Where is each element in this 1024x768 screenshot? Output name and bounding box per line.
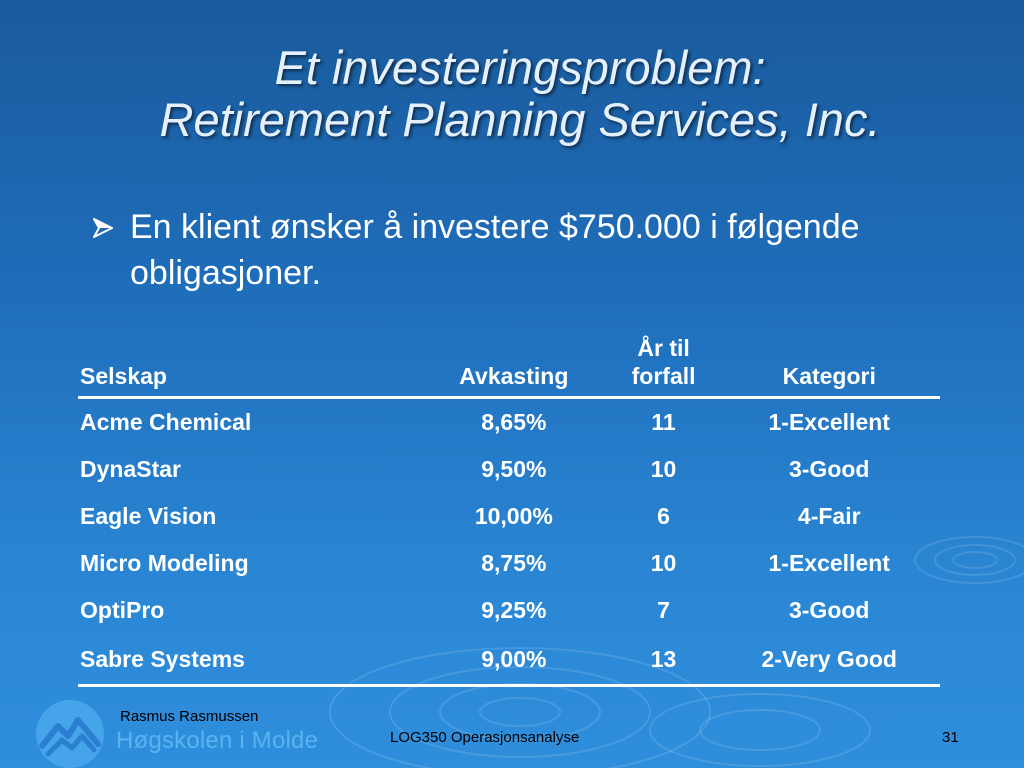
cell-category: 3-Good: [788, 597, 870, 623]
cell-company: Eagle Vision: [80, 503, 217, 529]
mountain-logo-icon: [34, 696, 106, 768]
footer-course: LOG350 Operasjonsanalyse: [390, 729, 580, 746]
page-number: 31: [942, 729, 959, 746]
cell-years: 10: [650, 456, 677, 482]
cell-category: 4-Fair: [797, 503, 861, 529]
cell-years: 11: [651, 409, 676, 435]
cell-category: 3-Good: [788, 456, 870, 482]
table-header-row: [78, 334, 940, 398]
cell-yield: 9,25%: [481, 597, 547, 623]
header-years: [609, 334, 719, 398]
cell-category: 2-Very Good: [718, 634, 940, 686]
cell-company: Micro Modeling: [80, 550, 249, 576]
bond-table: [78, 334, 940, 687]
cell-years: 13: [609, 634, 719, 686]
table-row: [78, 587, 940, 634]
title-line-2: Retirement Planning Services, Inc.: [159, 93, 881, 146]
footer-author: Rasmus Rasmussen: [120, 708, 259, 725]
slide-title: [30, 42, 1010, 146]
school-name: Høgskolen i Molde: [116, 727, 319, 754]
cell-yield: 10,00%: [474, 503, 553, 529]
header-company: Selskap: [78, 334, 419, 398]
table-row: [78, 540, 940, 587]
table-row: [78, 493, 940, 540]
cell-category: 1-Excellent: [768, 409, 890, 435]
cell-category: 1-Excellent: [768, 550, 890, 576]
cell-company: OptiPro: [80, 597, 165, 623]
table-row: [78, 446, 940, 493]
cell-company: DynaStar: [80, 456, 181, 482]
header-yield: Avkasting: [419, 334, 609, 398]
cell-yield: 8,75%: [481, 550, 547, 576]
cell-years: 10: [650, 550, 677, 576]
cell-company: Acme Chemical: [80, 409, 252, 435]
cell-yield: 9,50%: [481, 456, 547, 482]
cell-yield: 8,65%: [481, 409, 547, 435]
bullet-text: En klient ønsker å investere $750.000 i følgende obligasjoner.: [130, 208, 860, 292]
arrow-bullet-icon: [92, 218, 114, 238]
table-row: [78, 634, 940, 686]
bullet-item: [92, 204, 950, 296]
header-years-line-1: År til: [637, 335, 690, 361]
cell-company: Sabre Systems: [78, 634, 419, 686]
table-row: [78, 398, 940, 447]
title-line-1: Et investeringsproblem:: [274, 41, 766, 94]
header-years-line-2: forfall: [631, 363, 696, 389]
cell-years: 7: [657, 597, 670, 623]
header-category: Kategori: [718, 334, 940, 398]
cell-yield: 9,00%: [419, 634, 609, 686]
cell-years: 6: [657, 503, 670, 529]
